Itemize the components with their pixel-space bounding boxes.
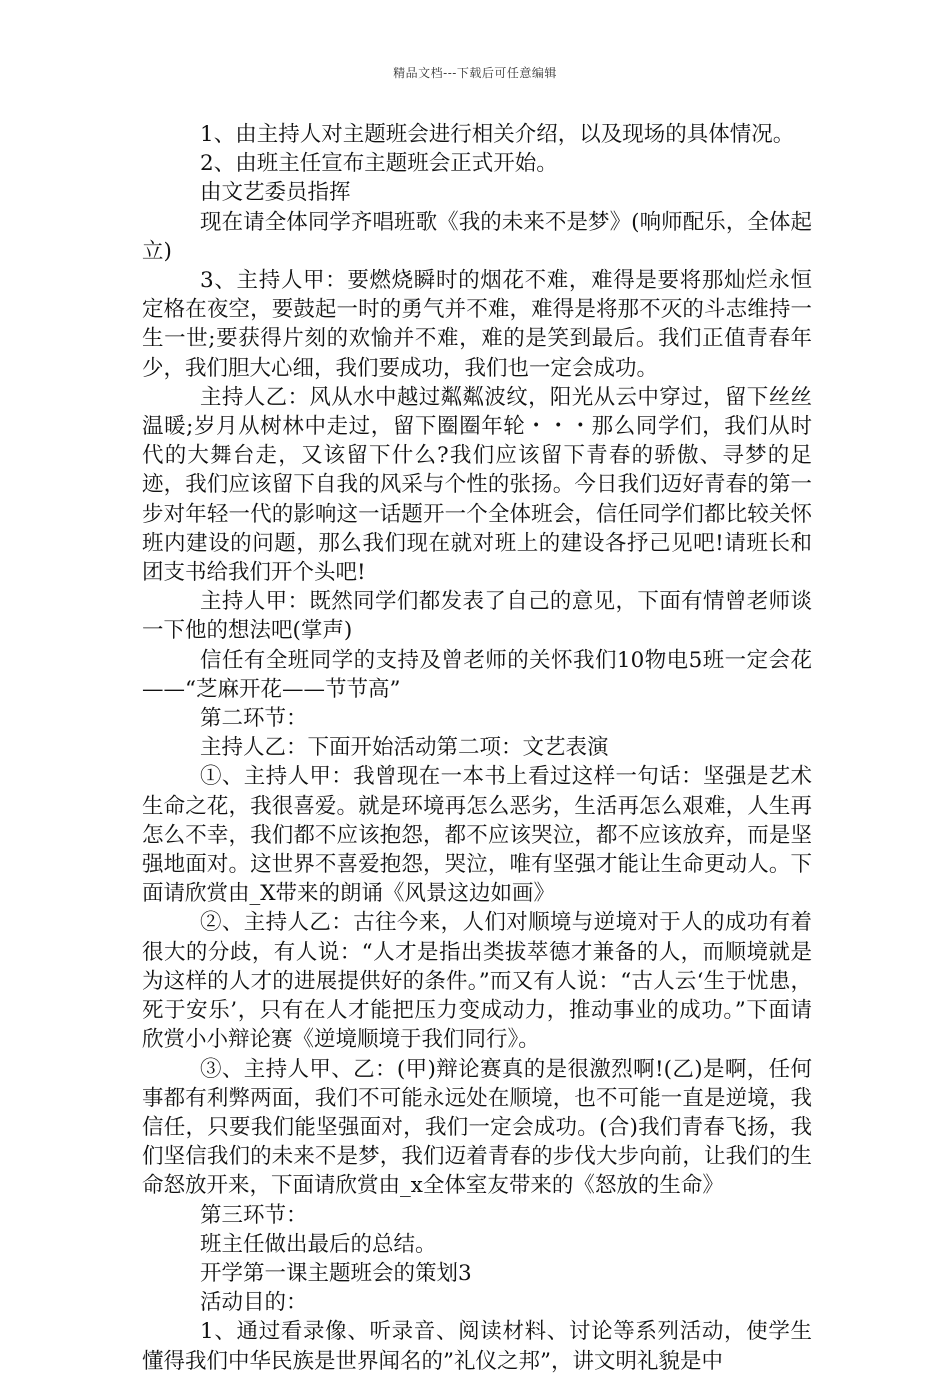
header-text: 精品文档---下载后可任意编辑 [393,66,557,80]
document-body [142,120,812,1376]
paragraph-item-1-recitation: ①、主持人甲：我曾现在一本书上看过这样一句话：坚强是艺术生命之花，我很喜爱。就是环境再怎么恶劣，生活再怎么艰难，人生再怎么不幸，我们都不应该抱怨，都不应该哭泣，都不应该放弃，而是坚强地面对。这世界不喜爱抱怨，哭泣，唯有坚强才能让生命更动人。下面请欣赏由_X带来的朗诵《风景这边如画》 [142,764,812,907]
paragraph-host-b-opening: 主持人乙：风从水中越过粼粼波纹，阳光从云中穿过，留下丝丝温暖;岁月从树林中走过，留下圈圈年轮・・・那么同学们，我们从时代的大舞台走，又该留下什么?我们应该留下青春的骄傲、寻梦的足迹，我们应该留下自我的风采与个性的张扬。今日我们迈好青春的第一步对年轻一代的影响这一话题开一个全体班会，信任同学们都比较关怀班内建设的问题，那么我们现在就对班上的建设各抒己见吧!请班长和团支书给我们开个头吧! [142,384,812,586]
paragraph-item-3-song: ③、主持人甲、乙：(甲)辩论赛真的是很激烈啊!(乙)是啊，任何事都有利弊两面，我们不可能永远处在顺境，也不可能一直是逆境，我信任，只要我们能坚强面对，我们一定会成功。(合)我们青春飞扬，我们坚信我们的未来不是梦，我们迈着青春的步伐大步向前，让我们的生命怒放开来，下面请欣赏由_x全体室友带来的《怒放的生命》 [142,1056,812,1199]
page-header [0,64,950,81]
paragraph-host-a-opening: 3、主持人甲：要燃烧瞬时的烟花不难，难得是要将那灿烂永恒定格在夜空，要鼓起一时的勇气并不难，难得是将那不灭的斗志维持一生一世;要获得片刻的欢愉并不难，难的是笑到最后。我们正值青春年少，我们胆大心细，我们要成功，我们也一定会成功。 [142,268,812,381]
paragraph-item-2-debate: ②、主持人乙：古往今来，人们对顺境与逆境对于人的成功有着很大的分歧，有人说：“人才是指出类拔萃德才兼备的人，而顺境就是为这样的人才的进展提供好的条件。”而又有人说：“古人云‘生于忧患，死于安乐’，只有在人才能把压力变成动力，推动事业的成功。”下面请欣赏小小辩论赛《逆境顺境于我们同行》。 [142,910,812,1053]
paragraph-teacher-summary: 班主任做出最后的总结。 [200,1231,437,1257]
paragraph-goal-1: 1、通过看录像、听录音、阅读材料、讨论等系列活动，使学生懂得我们中华民族是世界闻名的”礼仪之邦”，讲文明礼貌是中 [142,1319,812,1374]
paragraph-host-b-performance: 主持人乙：下面开始活动第二项：文艺表演 [200,735,609,761]
paragraph-intro-step-1: 1、由主持人对主题班会进行相关介绍，以及现场的具体情况。 [200,122,795,147]
paragraph-host-a-teacher: 主持人甲：既然同学们都发表了自己的意见，下面有情曾老师谈一下他的想法吧(掌声) [142,589,812,644]
section-heading-2: 第二环节： [200,706,308,732]
paragraph-intro-step-2: 2、由班主任宣布主题班会正式开始。 [200,151,558,177]
section-heading-3: 第三环节： [200,1202,308,1228]
paragraph-class-support: 信任有全班同学的支持及曾老师的关怀我们10物电5班一定会花——“芝麻开花——节节高” [142,647,812,702]
activity-goal-heading: 活动目的： [200,1290,308,1316]
paragraph-class-song: 现在请全体同学齐唱班歌《我的未来不是梦》(响师配乐，全体起立) [142,209,812,264]
plan-title-3: 开学第一课主题班会的策划3 [200,1260,472,1286]
paragraph-conductor: 由文艺委员指挥 [200,180,351,206]
